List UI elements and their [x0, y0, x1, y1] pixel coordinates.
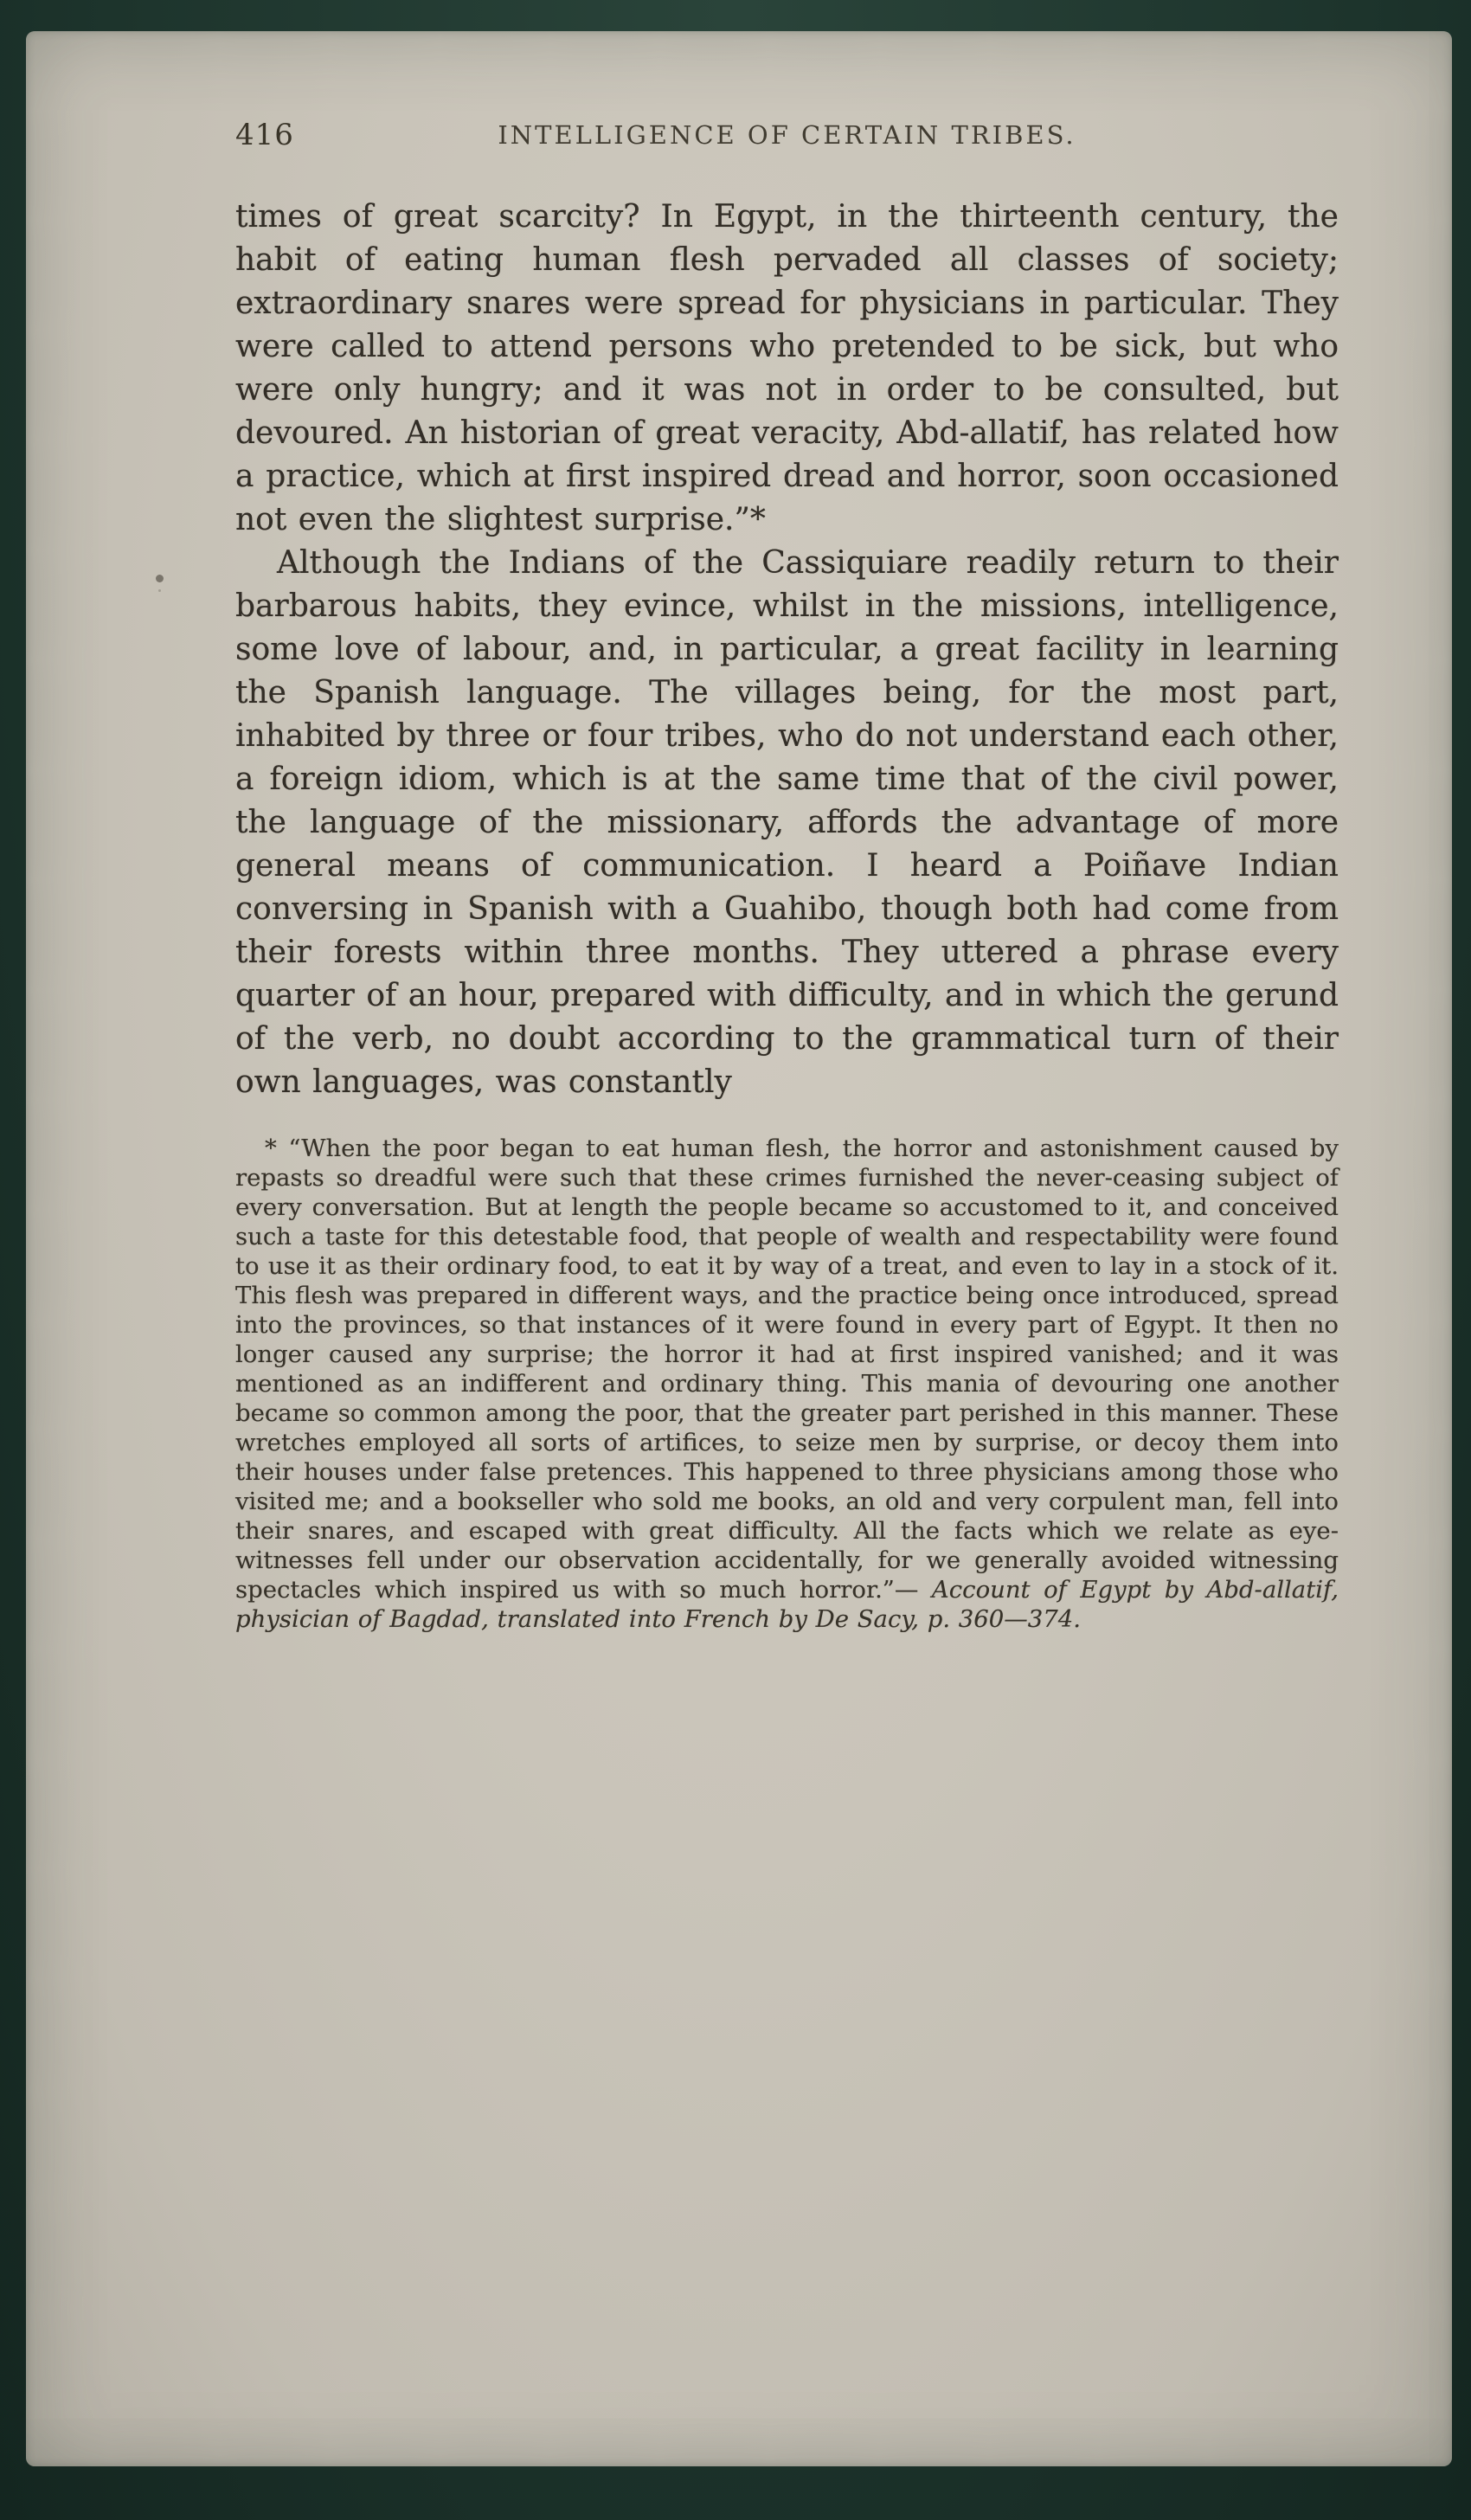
footnote-marker: *: [265, 1135, 277, 1162]
paragraph: Although the Indians of the Cassiquiare readily return to their barbarous habits, they evince, whilst in the missions, intelligence, some love of labour, and, in particular, a great facility in learning the Spanish language. The villages being, for the most part, inhabited by three or four tribes, who do not understand each other, a foreign idiom, which is at the same time that of the civil power, the language of the missionary, affords the advantage of more general means of communication. I heard a Poiñave Indian conversing in Spanish with a Guahibo, though both had come from their forests within three months. They uttered a phrase every quarter of an hour, prepared with difficulty, and in which the gerund of the verb, no doubt according to the grammatical turn of their own languages, was constantly: [235, 545, 1339, 1100]
page-content: [235, 118, 1339, 1658]
body-text: [235, 196, 1339, 1104]
page-header: [235, 118, 1339, 156]
scan-artifact: [156, 575, 164, 582]
running-title: INTELLIGENCE OF CERTAIN TRIBES.: [498, 120, 1076, 150]
page-number: 416: [235, 118, 294, 152]
footnote: [235, 1134, 1339, 1634]
paragraph: times of great scarcity? In Egypt, in the thirteenth century, the habit of eating human flesh pervaded all classes of society; extraordinary snares were spread for physicians in particular. They were called to attend persons who pretended to be sick, but who were only hungry; and it was not in order to be consulted, but devoured. An historian of great veracity, Abd-allatif, has related how a practice, which at first inspired dread and horror, soon occasioned not even the slightest surprise.”*: [235, 199, 1339, 537]
footnote-citation: Account of Egypt by Abd-allatif, physician of Bagdad, translated into French by De Sacy, p. 360—374.: [235, 1576, 1339, 1633]
paper: [26, 31, 1452, 2466]
footnote-text: “When the poor began to eat human flesh, the horror and astonishment caused by repasts so dreadful were such that these crimes furnished the never-ceasing subject of every conversation. But at length the people became so accustomed to it, and conceived such a taste for this detestable food, that people of wealth and respectability were found to use it as their ordinary food, to eat it by way of a treat, and even to lay in a stock of it. This flesh was prepared in different ways, and the practice being once introduced, spread into the provinces, so that instances of it were found in every part of Egypt. It then no longer caused any surprise; the horror it had at first inspired vanished; and it was mentioned as an indifferent and ordinary thing. This mania of devouring one another became so common among the poor, that the greater part perished in this manner. These wretches employed all sorts of artifices, to seize men by surprise, or decoy them into their houses under false pretences. This happened to three physicians among those who visited me; and a bookseller who sold me books, an old and very corpulent man, fell into their snares, and escaped with great difficulty. All the facts which we relate as eye-witnesses fell under our observation accidentally, for we generally avoided witnessing spectacles which inspired us with so much horror.”—: [235, 1135, 1339, 1604]
